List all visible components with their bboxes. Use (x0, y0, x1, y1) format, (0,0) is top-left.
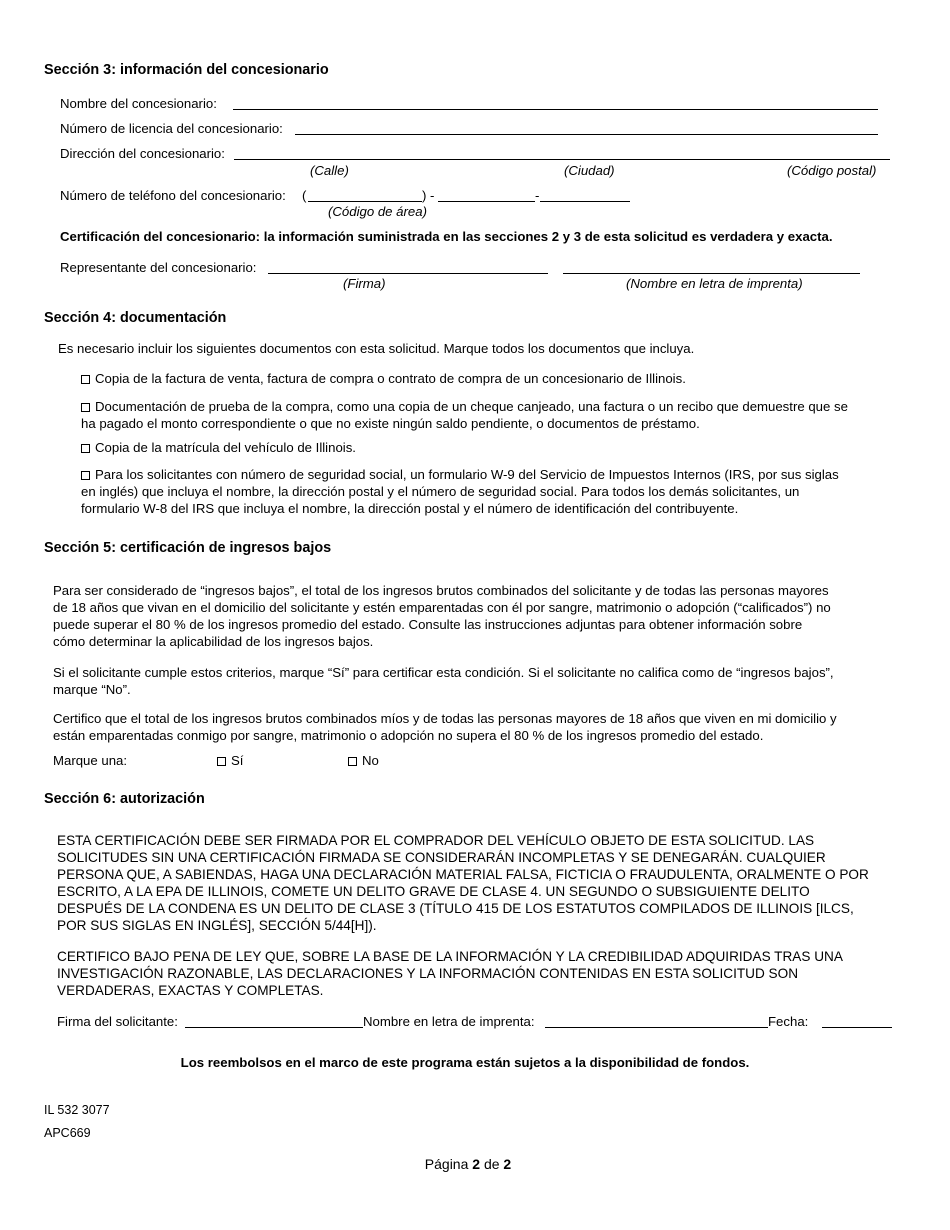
penalty-warning-line: ESCRITO, A LA EPA DE ILLINOIS, COMETE UN DELITO GRAVE DE CLASE 4. UN SEGUNDO O SUBSIGUIENTE DELITO (57, 884, 810, 899)
applicant-print-name-line (545, 1027, 768, 1028)
low-income-instruction-line: marque “No”. (53, 682, 131, 697)
form-code: APC669 (44, 1126, 91, 1140)
low-income-certification-line: Certifico que el total de los ingresos brutos combinados míos y de todas las personas mayores de 18 años que viven en mi domicilio y (53, 711, 837, 726)
dealer-name-field[interactable] (235, 94, 875, 108)
low-income-definition-line: Para ser considerado de “ingresos bajos”, el total de los ingresos brutos combinados del solicitante y de todas las personas mayores (53, 583, 829, 598)
form-id: IL 532 3077 (44, 1103, 110, 1117)
rep-signature-line (268, 273, 548, 274)
applicant-print-name-field[interactable] (547, 1012, 766, 1026)
penalty-warning (57, 832, 869, 934)
perjury-certification-line: VERDADERAS, EXACTAS Y COMPLETAS. (57, 983, 324, 998)
no-option[interactable] (348, 753, 379, 768)
applicant-signature-field[interactable] (187, 1012, 361, 1026)
bill-of-sale-label: Copia de la factura de venta, factura de compra o contrato de compra de un concesionario de Illinois. (95, 371, 686, 386)
rep-print-name-field[interactable] (565, 258, 858, 272)
tax-form-label-1: Para los solicitantes con número de seguridad social, un formulario W-9 del Servicio de Impuestos Internos (IRS, por sus siglas (95, 467, 839, 482)
city-caption: (Ciudad) (564, 163, 615, 178)
area-code-field[interactable] (310, 186, 420, 200)
page-current: 2 (472, 1156, 481, 1172)
low-income-instruction (53, 664, 834, 698)
page-number (0, 1156, 936, 1172)
yes-checkbox[interactable] (217, 757, 226, 766)
date-line (822, 1027, 892, 1028)
section3-title: Sección 3: información del concesionario (44, 62, 329, 78)
low-income-definition-line: cómo determinar la aplicabilidad de los ingresos bajos. (53, 634, 374, 649)
dealer-license-line (295, 134, 878, 135)
page-total: 2 (503, 1156, 512, 1172)
registration-checkbox[interactable] (81, 444, 90, 453)
area-code-caption: (Código de área) (328, 204, 427, 219)
proof-of-purchase-checkbox[interactable] (81, 403, 90, 412)
dealer-license-field[interactable] (297, 119, 875, 133)
doc-item-registration (81, 440, 356, 455)
low-income-definition-line: de 18 años que vivan en el domicilio del solicitante y estén emparentadas con él por sangre, matrimonio o adopción (“calificados”) no (53, 600, 831, 615)
penalty-warning-line: ESTA CERTIFICACIÓN DEBE SER FIRMADA POR EL COMPRADOR DEL VEHÍCULO OBJETO DE ESTA SOLICITUD. LAS (57, 833, 815, 848)
phone-number-line (540, 201, 630, 202)
registration-label: Copia de la matrícula del vehículo de Illinois. (95, 440, 356, 455)
no-label: No (362, 753, 379, 768)
dealer-license-label: Número de licencia del concesionario: (60, 121, 283, 136)
dealer-rep-label: Representante del concesionario: (60, 260, 257, 275)
penalty-warning-line: DESPUÉS DE LA CONDENA ES UN DELITO DE CLASE 3 (TÍTULO 415 DE LOS ESTATUTOS COMPILADOS DE ILLINOIS [ILCS, (57, 901, 854, 916)
yes-option[interactable] (217, 753, 243, 768)
rep-signature-field[interactable] (270, 258, 546, 272)
dealer-certification: Certificación del concesionario: la información suministrada en las secciones 2 y 3 de esta solicitud es verdadera y exacta. (60, 229, 833, 244)
penalty-warning-line: SOLICITUDES SIN UNA CERTIFICACIÓN FIRMADA SE CONSIDERARÁN INCOMPLETAS Y SE DENEGARÁN. CUALQUIER (57, 850, 826, 865)
print-name-caption: (Nombre en letra de imprenta) (626, 276, 803, 291)
doc-item-tax-form (81, 466, 839, 517)
page-prefix: Página (424, 1156, 469, 1172)
phone-prefix-line (438, 201, 535, 202)
date-field[interactable] (824, 1012, 890, 1026)
section6-title: Sección 6: autorización (44, 791, 205, 807)
low-income-certification (53, 710, 837, 744)
rep-print-name-line (563, 273, 860, 274)
perjury-certification (57, 948, 843, 999)
phone-dash: - (535, 188, 540, 203)
tax-form-label-2: en inglés) que incluya el nombre, la dirección postal y el número de seguridad social. Para todos los demás solicitantes, un (81, 484, 800, 499)
penalty-warning-line: POR SUS SIGLAS EN INGLÉS], SECCIÓN 5/44[H]). (57, 918, 377, 933)
penalty-warning-line: PERSONA QUE, A SABIENDAS, HAGA UNA DECLARACIÓN MATERIAL FALSA, FICTICIA O FRAUDULENTA, ORALMENTE O POR (57, 867, 869, 882)
page-of: de (483, 1156, 500, 1172)
doc-item-bill-of-sale (81, 371, 686, 386)
signature-caption: (Firma) (343, 276, 386, 291)
applicant-signature-label: Firma del solicitante: (57, 1014, 178, 1029)
low-income-definition (53, 582, 831, 650)
section4-title: Sección 4: documentación (44, 310, 227, 326)
applicant-print-name-label: Nombre en letra de imprenta: (363, 1014, 535, 1029)
area-code-line (308, 201, 422, 202)
street-caption: (Calle) (310, 163, 349, 178)
zip-caption: (Código postal) (787, 163, 877, 178)
bill-of-sale-checkbox[interactable] (81, 375, 90, 384)
yes-label: Sí (231, 753, 244, 768)
dealer-name-label: Nombre del concesionario: (60, 96, 217, 111)
low-income-definition-line: puede superar el 80 % de los ingresos promedio del estado. Consulte las instrucciones adjuntas para obtener información sobre (53, 617, 803, 632)
date-label: Fecha: (768, 1014, 809, 1029)
proof-of-purchase-label-2: ha pagado el monto correspondiente o que no existe ningún saldo pendiente, o documentos de préstamo. (81, 416, 700, 431)
tax-form-label-3: formulario W-8 del IRS que incluya el nombre, la dirección postal y el número de identificación del contribuyente. (81, 501, 739, 516)
tax-form-checkbox[interactable] (81, 471, 90, 480)
low-income-certification-line: están emparentadas conmigo por sangre, matrimonio o adopción no supera el 80 % de los ingresos promedio del estado. (53, 728, 764, 743)
doc-item-proof-of-purchase (81, 398, 848, 432)
dealer-address-label: Dirección del concesionario: (60, 146, 225, 161)
section5-title: Sección 5: certificación de ingresos bajos (44, 540, 332, 556)
perjury-certification-line: INVESTIGACIÓN RAZONABLE, LAS DECLARACIONES Y LA INFORMACIÓN CONTENIDAS EN ESTA SOLICITUD SON (57, 966, 799, 981)
applicant-signature-line (185, 1027, 363, 1028)
dealer-phone-label: Número de teléfono del concesionario: (60, 188, 286, 203)
dealer-name-line (233, 109, 878, 110)
phone-open-paren: ( (302, 188, 307, 203)
phone-close-paren: ) - (422, 188, 435, 203)
funds-notice: Los reembolsos en el marco de este programa están sujetos a la disponibilidad de fondos. (180, 1055, 750, 1070)
phone-number-field[interactable] (542, 186, 628, 200)
proof-of-purchase-label-1: Documentación de prueba de la compra, como una copia de un cheque canjeado, una factura o un recibo que demuestre que se (95, 399, 848, 414)
low-income-instruction-line: Si el solicitante cumple estos criterios, marque “Sí” para certificar esta condición. Si el solicitante no califica como de “ingresos bajos”, (53, 665, 834, 680)
dealer-address-field[interactable] (236, 144, 886, 158)
perjury-certification-line: CERTIFICO BAJO PENA DE LEY QUE, SOBRE LA BASE DE LA INFORMACIÓN Y LA CREDIBILIDAD ADQUIRIDAS TRAS UNA (57, 949, 843, 964)
dealer-address-line (234, 159, 890, 160)
mark-one-label: Marque una: (53, 753, 128, 768)
phone-prefix-field[interactable] (440, 186, 533, 200)
no-checkbox[interactable] (348, 757, 357, 766)
section4-intro: Es necesario incluir los siguientes documentos con esta solicitud. Marque todos los documentos que incluya. (58, 341, 695, 356)
